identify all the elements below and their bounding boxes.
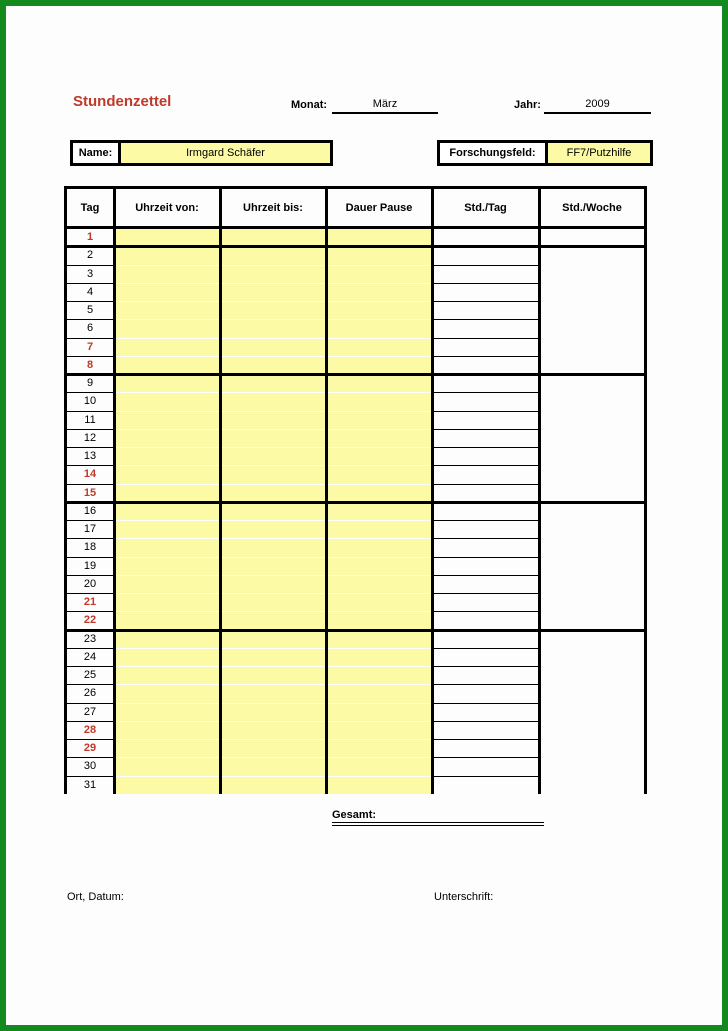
- name-box: [70, 140, 333, 166]
- row-line: [66, 739, 114, 740]
- row-line: [432, 648, 539, 649]
- row-line: [66, 648, 114, 649]
- row-line: [66, 684, 114, 685]
- time-to-input[interactable]: [221, 740, 325, 757]
- week-separator: [64, 373, 647, 376]
- row-line: [66, 557, 114, 558]
- day-number: 22: [83, 614, 97, 627]
- hours-day-cell[interactable]: [433, 357, 538, 374]
- break-input[interactable]: [327, 740, 431, 757]
- break-input[interactable]: [327, 558, 431, 575]
- research-field-box: [437, 140, 653, 166]
- break-input[interactable]: [327, 320, 431, 337]
- hours-day-cell[interactable]: [433, 302, 538, 319]
- table-right-border: [644, 186, 647, 794]
- hours-day-cell[interactable]: [433, 594, 538, 611]
- row-line: [432, 703, 539, 704]
- hours-day-cell[interactable]: [433, 777, 538, 794]
- hours-day-cell[interactable]: [433, 685, 538, 702]
- row-line: [432, 465, 539, 466]
- row-line: [66, 520, 114, 521]
- day-number: 14: [83, 468, 97, 481]
- time-from-input[interactable]: [115, 576, 219, 593]
- hours-day-cell[interactable]: [433, 266, 538, 283]
- row-line: [66, 611, 114, 612]
- break-input[interactable]: [327, 667, 431, 684]
- time-to-input[interactable]: [221, 284, 325, 301]
- day-number: 9: [86, 377, 94, 390]
- time-to-input[interactable]: [221, 777, 325, 794]
- break-input[interactable]: [327, 503, 431, 520]
- break-input[interactable]: [327, 777, 431, 794]
- time-to-input[interactable]: [221, 631, 325, 648]
- time-from-input[interactable]: [115, 339, 219, 356]
- row-line: [432, 575, 539, 576]
- time-to-input[interactable]: [221, 357, 325, 374]
- week-separator: [64, 629, 647, 632]
- month-field[interactable]: März: [332, 98, 438, 114]
- time-from-input[interactable]: [115, 685, 219, 702]
- time-to-input[interactable]: [221, 320, 325, 337]
- time-to-input[interactable]: [221, 594, 325, 611]
- row-line: [66, 246, 114, 247]
- row-line: [66, 411, 114, 412]
- row-line: [66, 575, 114, 576]
- name-label: Name:: [73, 143, 118, 163]
- header-hours-day: Std./Tag: [464, 201, 507, 214]
- time-to-input[interactable]: [221, 229, 325, 246]
- break-input[interactable]: [327, 229, 431, 246]
- hours-day-cell[interactable]: [433, 631, 538, 648]
- row-line: [432, 520, 539, 521]
- row-line: [66, 593, 114, 594]
- row-line: [66, 721, 114, 722]
- hours-day-cell[interactable]: [433, 612, 538, 629]
- day-number: 31: [83, 778, 97, 791]
- hours-day-cell[interactable]: [433, 667, 538, 684]
- time-to-input[interactable]: [221, 247, 325, 264]
- hours-day-cell[interactable]: [433, 339, 538, 356]
- break-input[interactable]: [327, 466, 431, 483]
- day-number: 8: [86, 358, 94, 371]
- break-input[interactable]: [327, 430, 431, 447]
- day-number: 18: [83, 541, 97, 554]
- header-hours-week: Std./Woche: [562, 201, 622, 214]
- total-row: [332, 809, 544, 821]
- header-tag: Tag: [80, 201, 100, 214]
- hours-day-cell[interactable]: [433, 485, 538, 502]
- day-number: 1: [86, 231, 94, 244]
- break-input[interactable]: [327, 722, 431, 739]
- time-from-input[interactable]: [115, 466, 219, 483]
- place-date-label: Ort, Datum:: [67, 891, 124, 903]
- row-line: [432, 684, 539, 685]
- hours-day-cell[interactable]: [433, 722, 538, 739]
- row-line: [66, 447, 114, 448]
- row-line: [66, 538, 114, 539]
- time-to-input[interactable]: [221, 448, 325, 465]
- day-number: 16: [83, 504, 97, 517]
- break-input[interactable]: [327, 393, 431, 410]
- day-number: 29: [83, 742, 97, 755]
- row-line: [66, 666, 114, 667]
- break-input[interactable]: [327, 266, 431, 283]
- time-from-input[interactable]: [115, 594, 219, 611]
- day-number: 25: [83, 669, 97, 682]
- row-line: [432, 557, 539, 558]
- day-number: 4: [86, 285, 94, 298]
- hours-day-cell[interactable]: [433, 521, 538, 538]
- row-line: [66, 265, 114, 266]
- day-number: 20: [83, 577, 97, 590]
- break-input[interactable]: [327, 485, 431, 502]
- row-line: [66, 356, 114, 357]
- time-from-input[interactable]: [115, 247, 219, 264]
- time-from-input[interactable]: [115, 558, 219, 575]
- time-to-input[interactable]: [221, 649, 325, 666]
- day-number: 5: [86, 304, 94, 317]
- time-to-input[interactable]: [221, 266, 325, 283]
- time-to-input[interactable]: [221, 704, 325, 721]
- time-to-input[interactable]: [221, 612, 325, 629]
- hours-day-cell[interactable]: [433, 247, 538, 264]
- time-from-input[interactable]: [115, 521, 219, 538]
- time-from-input[interactable]: [115, 667, 219, 684]
- hours-day-cell[interactable]: [433, 375, 538, 392]
- time-to-input[interactable]: [221, 339, 325, 356]
- row-line: [432, 246, 539, 247]
- row-line: [432, 319, 539, 320]
- time-from-input[interactable]: [115, 649, 219, 666]
- break-input[interactable]: [327, 704, 431, 721]
- hours-week-cell[interactable]: [540, 228, 644, 246]
- break-input[interactable]: [327, 284, 431, 301]
- time-to-input[interactable]: [221, 576, 325, 593]
- day-number: 13: [83, 450, 97, 463]
- row-line: [432, 776, 539, 777]
- sheet-title: Stundenzettel: [73, 93, 172, 110]
- row-line: [432, 265, 539, 266]
- total-underline-1: [332, 822, 544, 823]
- hours-week-cell[interactable]: [540, 374, 644, 502]
- time-from-input[interactable]: [115, 612, 219, 629]
- break-input[interactable]: [327, 685, 431, 702]
- day-number: 26: [83, 687, 97, 700]
- time-from-input[interactable]: [115, 284, 219, 301]
- day-number: 28: [83, 723, 97, 736]
- time-from-input[interactable]: [115, 704, 219, 721]
- break-input[interactable]: [327, 649, 431, 666]
- row-line: [432, 283, 539, 284]
- header-time-to: Uhrzeit bis:: [243, 201, 303, 214]
- header-bottom-border: [64, 226, 647, 229]
- total-label: Gesamt:: [332, 809, 377, 821]
- hours-day-cell[interactable]: [433, 320, 538, 337]
- time-to-input[interactable]: [221, 758, 325, 775]
- row-line: [432, 611, 539, 612]
- row-line: [66, 484, 114, 485]
- day-number: 21: [83, 596, 97, 609]
- month-label: Monat:: [291, 99, 328, 111]
- day-number: 12: [83, 431, 97, 444]
- row-line: [432, 757, 539, 758]
- row-line: [432, 429, 539, 430]
- hours-day-cell[interactable]: [433, 576, 538, 593]
- header-break: Dauer Pause: [345, 201, 413, 214]
- row-line: [432, 392, 539, 393]
- break-input[interactable]: [327, 339, 431, 356]
- break-input[interactable]: [327, 448, 431, 465]
- week-separator: [64, 501, 647, 504]
- break-input[interactable]: [327, 631, 431, 648]
- hours-day-cell[interactable]: [433, 740, 538, 757]
- time-from-input[interactable]: [115, 503, 219, 520]
- time-to-input[interactable]: [221, 430, 325, 447]
- row-line: [66, 338, 114, 339]
- row-line: [432, 447, 539, 448]
- row-line: [66, 319, 114, 320]
- break-input[interactable]: [327, 247, 431, 264]
- row-line: [432, 538, 539, 539]
- row-line: [432, 338, 539, 339]
- time-to-input[interactable]: [221, 558, 325, 575]
- time-to-input[interactable]: [221, 485, 325, 502]
- time-from-input[interactable]: [115, 320, 219, 337]
- day-number: 3: [86, 267, 94, 280]
- row-line: [432, 484, 539, 485]
- time-from-input[interactable]: [115, 631, 219, 648]
- row-line: [66, 465, 114, 466]
- hours-day-cell[interactable]: [433, 558, 538, 575]
- break-input[interactable]: [327, 357, 431, 374]
- hours-week-cell[interactable]: [540, 630, 644, 794]
- day-number: 11: [84, 413, 96, 426]
- time-from-input[interactable]: [115, 777, 219, 794]
- year-label: Jahr:: [514, 99, 541, 111]
- hours-day-cell[interactable]: [433, 758, 538, 775]
- time-from-input[interactable]: [115, 758, 219, 775]
- column-line: [219, 188, 222, 794]
- header-time-from: Uhrzeit von:: [135, 201, 199, 214]
- break-input[interactable]: [327, 539, 431, 556]
- day-number: 30: [83, 760, 97, 773]
- time-to-input[interactable]: [221, 685, 325, 702]
- row-line: [66, 757, 114, 758]
- time-from-input[interactable]: [115, 722, 219, 739]
- hours-day-cell[interactable]: [433, 448, 538, 465]
- hours-day-cell[interactable]: [433, 503, 538, 520]
- day-number: 27: [83, 705, 97, 718]
- column-line: [325, 188, 328, 794]
- time-to-input[interactable]: [221, 375, 325, 392]
- row-line: [432, 301, 539, 302]
- total-underline-2: [332, 825, 544, 826]
- time-to-input[interactable]: [221, 466, 325, 483]
- row-line: [66, 392, 114, 393]
- break-input[interactable]: [327, 521, 431, 538]
- hours-week-cell[interactable]: [540, 502, 644, 630]
- day-number: 17: [83, 523, 97, 536]
- hours-day-cell[interactable]: [433, 412, 538, 429]
- day-number: 19: [83, 559, 97, 572]
- row-line: [432, 721, 539, 722]
- break-input[interactable]: [327, 375, 431, 392]
- hours-week-cell[interactable]: [540, 246, 644, 374]
- row-line: [66, 283, 114, 284]
- row-line: [66, 301, 114, 302]
- time-from-input[interactable]: [115, 448, 219, 465]
- year-field[interactable]: 2009: [544, 98, 651, 114]
- research-field-value[interactable]: FF7/Putzhilfe: [548, 143, 650, 163]
- time-to-input[interactable]: [221, 412, 325, 429]
- time-to-input[interactable]: [221, 667, 325, 684]
- break-input[interactable]: [327, 302, 431, 319]
- time-from-input[interactable]: [115, 229, 219, 246]
- day-number: 23: [83, 632, 97, 645]
- day-number: 7: [86, 340, 94, 353]
- time-from-input[interactable]: [115, 412, 219, 429]
- day-number: 15: [83, 486, 97, 499]
- row-line: [66, 776, 114, 777]
- row-line: [432, 739, 539, 740]
- hours-day-cell[interactable]: [433, 466, 538, 483]
- break-input[interactable]: [327, 576, 431, 593]
- week-separator: [64, 245, 647, 248]
- time-to-input[interactable]: [221, 722, 325, 739]
- break-input[interactable]: [327, 412, 431, 429]
- time-from-input[interactable]: [115, 539, 219, 556]
- row-line: [432, 666, 539, 667]
- time-from-input[interactable]: [115, 266, 219, 283]
- day-number: 6: [86, 322, 94, 335]
- time-from-input[interactable]: [115, 375, 219, 392]
- time-from-input[interactable]: [115, 393, 219, 410]
- break-input[interactable]: [327, 758, 431, 775]
- time-from-input[interactable]: [115, 357, 219, 374]
- research-field-label: Forschungsfeld:: [440, 143, 545, 163]
- hours-day-cell[interactable]: [433, 229, 538, 246]
- break-input[interactable]: [327, 594, 431, 611]
- time-from-input[interactable]: [115, 302, 219, 319]
- time-to-input[interactable]: [221, 521, 325, 538]
- time-to-input[interactable]: [221, 503, 325, 520]
- day-number: 10: [83, 395, 97, 408]
- row-line: [66, 429, 114, 430]
- hours-day-cell[interactable]: [433, 539, 538, 556]
- row-line: [432, 411, 539, 412]
- day-number: 2: [86, 249, 94, 262]
- time-from-input[interactable]: [115, 485, 219, 502]
- hours-day-cell[interactable]: [433, 704, 538, 721]
- row-line: [66, 703, 114, 704]
- signature-label: Unterschrift:: [434, 891, 494, 903]
- time-to-input[interactable]: [221, 539, 325, 556]
- hours-day-cell[interactable]: [433, 430, 538, 447]
- time-to-input[interactable]: [221, 302, 325, 319]
- time-to-input[interactable]: [221, 393, 325, 410]
- break-input[interactable]: [327, 612, 431, 629]
- time-from-input[interactable]: [115, 430, 219, 447]
- time-from-input[interactable]: [115, 740, 219, 757]
- hours-day-cell[interactable]: [433, 284, 538, 301]
- day-number: 24: [83, 650, 97, 663]
- hours-day-cell[interactable]: [433, 649, 538, 666]
- hours-day-cell[interactable]: [433, 393, 538, 410]
- table-top-border: [64, 186, 647, 189]
- name-field[interactable]: Irmgard Schäfer: [121, 143, 330, 163]
- row-line: [432, 356, 539, 357]
- row-line: [432, 593, 539, 594]
